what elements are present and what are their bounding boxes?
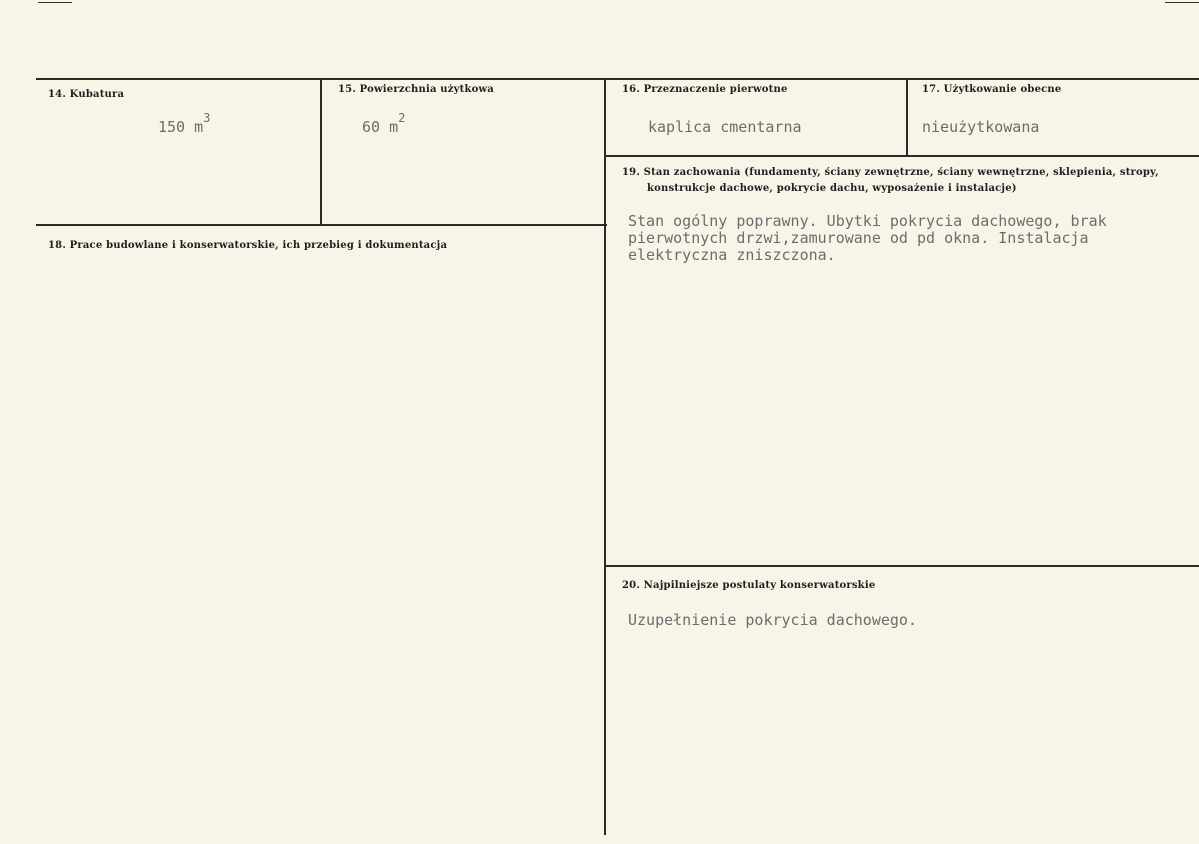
grid-line-16-19 <box>606 155 1199 157</box>
stan-zachowania-text-line2: pierwotnych drzwi,zamurowane od pd okna. Instalacja <box>628 229 1089 247</box>
kubatura-exponent: 3 <box>203 111 211 125</box>
postulaty-value: Uzupełnienie pokrycia dachowego. <box>628 611 917 629</box>
stan-zachowania-text-line3: elektryczna zniszczona. <box>628 246 836 264</box>
top-left-edge-mark <box>38 2 72 3</box>
grid-vline-16-17 <box>906 78 908 157</box>
grid-line-19-20 <box>606 565 1199 567</box>
kubatura-value <box>158 111 211 137</box>
stan-zachowania-text-line1: Stan ogólny poprawny. Ubytki pokrycia dachowego, brak <box>628 212 1107 230</box>
stan-zachowania-label-line2: konstrukcje dachowe, pokrycie dachu, wyposażenie i instalacje) <box>647 183 1017 194</box>
kubatura-number: 150 m <box>158 118 204 136</box>
przeznaczenie-label: 16. Przeznaczenie pierwotne <box>622 84 788 95</box>
postulaty-label: 20. Najpilniejsze postulaty konserwatorskie <box>622 580 876 591</box>
grid-vline-14-15 <box>320 78 322 226</box>
przeznaczenie-value: kaplica cmentarna <box>648 118 802 136</box>
kubatura-label: 14. Kubatura <box>48 89 125 100</box>
top-right-edge-mark <box>1165 2 1199 3</box>
prace-label: 18. Prace budowlane i konserwatorskie, ich przebieg i dokumentacja <box>48 240 448 251</box>
powierzchnia-exponent: 2 <box>398 111 406 125</box>
grid-vline-main <box>604 78 606 835</box>
powierzchnia-label: 15. Powierzchnia użytkowa <box>338 84 494 95</box>
stan-zachowania-label-line1: 19. Stan zachowania (fundamenty, ściany zewnętrzne, ściany wewnętrzne, sklepienia, stropy, <box>622 167 1159 178</box>
uzytkowanie-value: nieużytkowana <box>922 118 1040 136</box>
uzytkowanie-label: 17. Użytkowanie obecne <box>922 84 1062 95</box>
powierzchnia-number: 60 m <box>362 118 399 136</box>
grid-top-line <box>36 78 1199 80</box>
powierzchnia-value <box>362 111 406 137</box>
